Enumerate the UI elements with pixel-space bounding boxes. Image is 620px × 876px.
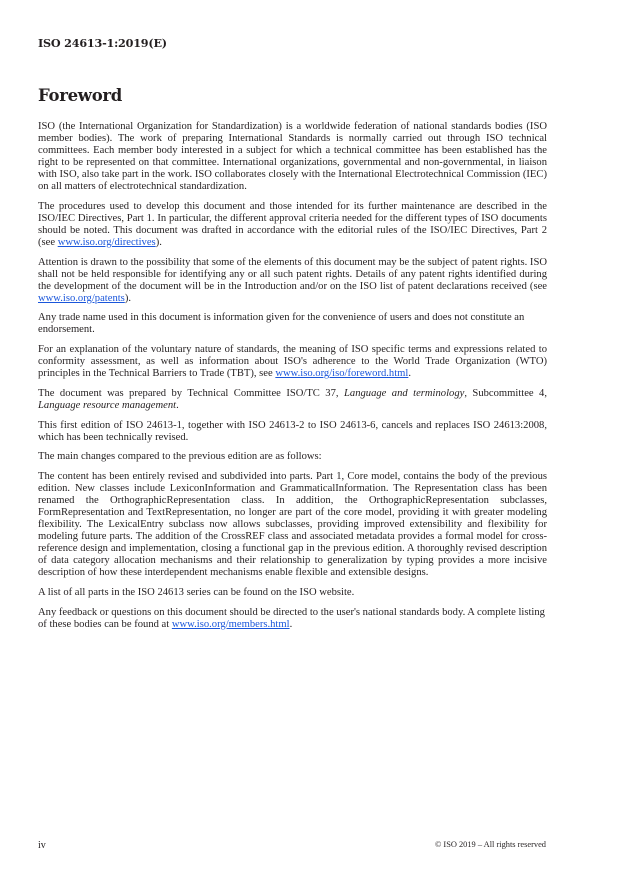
directives-link[interactable]: www.iso.org/directives [57, 237, 156, 249]
foreword-link[interactable]: www.iso.org/iso/foreword.html [275, 368, 409, 380]
paragraph-patents: Attention is drawn to the possibility that some of the elements of this document may be the subject of patent rights. ISO shall not be held responsible for identifying any or all such patent rights. Details of any patent rights identified during the development of the document will be in the Introduction and/or on the ISO list of patent declarations received (see www.iso.org/patents). [38, 256, 547, 304]
committee-name: Language and terminology [344, 387, 465, 399]
paragraph-changes-intro: The main changes compared to the previous edition are as follows: [38, 451, 322, 463]
copyright-notice: © ISO 2019 – All rights reserved [434, 840, 546, 849]
members-link[interactable]: www.iso.org/members.html [171, 618, 290, 630]
section-title: Foreword [38, 86, 123, 105]
paragraph-parts-list: A list of all parts in the ISO 24613 series can be found on the ISO website. [38, 586, 355, 598]
subcommittee-name: Language resource management [38, 399, 177, 411]
paragraph-voluntary-nature: For an explanation of the voluntary nature of standards, the meaning of ISO specific terms and expressions related to conformity assessment, as well as information about ISO's adherence to the World Trade Organization (WTO) principles in the Technical Barriers to Trade (TBT), see www.iso.org/iso/foreword.html. [38, 344, 547, 380]
paragraph-feedback: Any feedback or questions on this document should be directed to the user's national standards body. A complete listing of these bodies can be found at www.iso.org/members.html. [38, 606, 545, 630]
page-number: iv [38, 840, 46, 851]
foreword-body [38, 121, 547, 638]
paragraph-iso-intro: ISO (the International Organization for Standardization) is a worldwide federation of national standards bodies (ISO member bodies). The work of preparing International Standards is normally carried out through ISO technical committees. Each member body interested in a subject for which a technical committee has been established has the right to be represented on that committee. International organizations, governmental and non-governmental, in liaison with ISO, also take part in the work. ISO collaborates closely with the International Electrotechnical Commission (IEC) on all matters of electrotechnical standardization. [38, 121, 547, 193]
patents-link[interactable]: www.iso.org/patents [38, 292, 125, 304]
document-id: ISO 24613-1:2019(E) [38, 36, 167, 50]
paragraph-edition: This first edition of ISO 24613-1, together with ISO 24613-2 to ISO 24613-6, cancels and replaces ISO 24613:2008, which has been technically revised. [38, 419, 547, 443]
paragraph-trade-name: Any trade name used in this document is information given for the convenience of users and does not constitute an endorsement. [38, 312, 525, 336]
paragraph-procedures: The procedures used to develop this document and those intended for its further maintenance are described in the ISO/IEC Directives, Part 1. In particular, the different approval criteria needed for the different types of ISO documents should be noted. This document was drafted in accordance with the editorial rules of the ISO/IEC Directives, Part 2 (see www.iso.org/directives). [38, 200, 547, 249]
paragraph-committee: The document was prepared by Technical Committee ISO/TC 37, Language and terminology, Subcommittee 4, Language resource management. [38, 387, 548, 411]
paragraph-changes: The content has been entirely revised and subdivided into parts. Part 1, Core model, contains the body of the previous edition. New classes include LexiconInformation and GrammaticalInformation. The Representation class has been renamed the OrthographicRepresentation class. In addition, the OrthographicRepresentation subclasses, FormRepresentation and TextRepresentation, no longer are part of the core model, providing it with greater modeling flexibility. The LexicalEntry subclass now allows subclasses, providing improved extensibility and flexibility for modeling future parts. The addition of the CrossREF class and associated metadata provides a formal model for cross-reference design and implementation, closing a functional gap in the previous edition. A thoroughly revised description of data category allocation mechanisms and their relationship to generalization by typing provides a more incisive description of how these interdependent mechanisms enable flexible and extensible designs. [38, 470, 547, 579]
